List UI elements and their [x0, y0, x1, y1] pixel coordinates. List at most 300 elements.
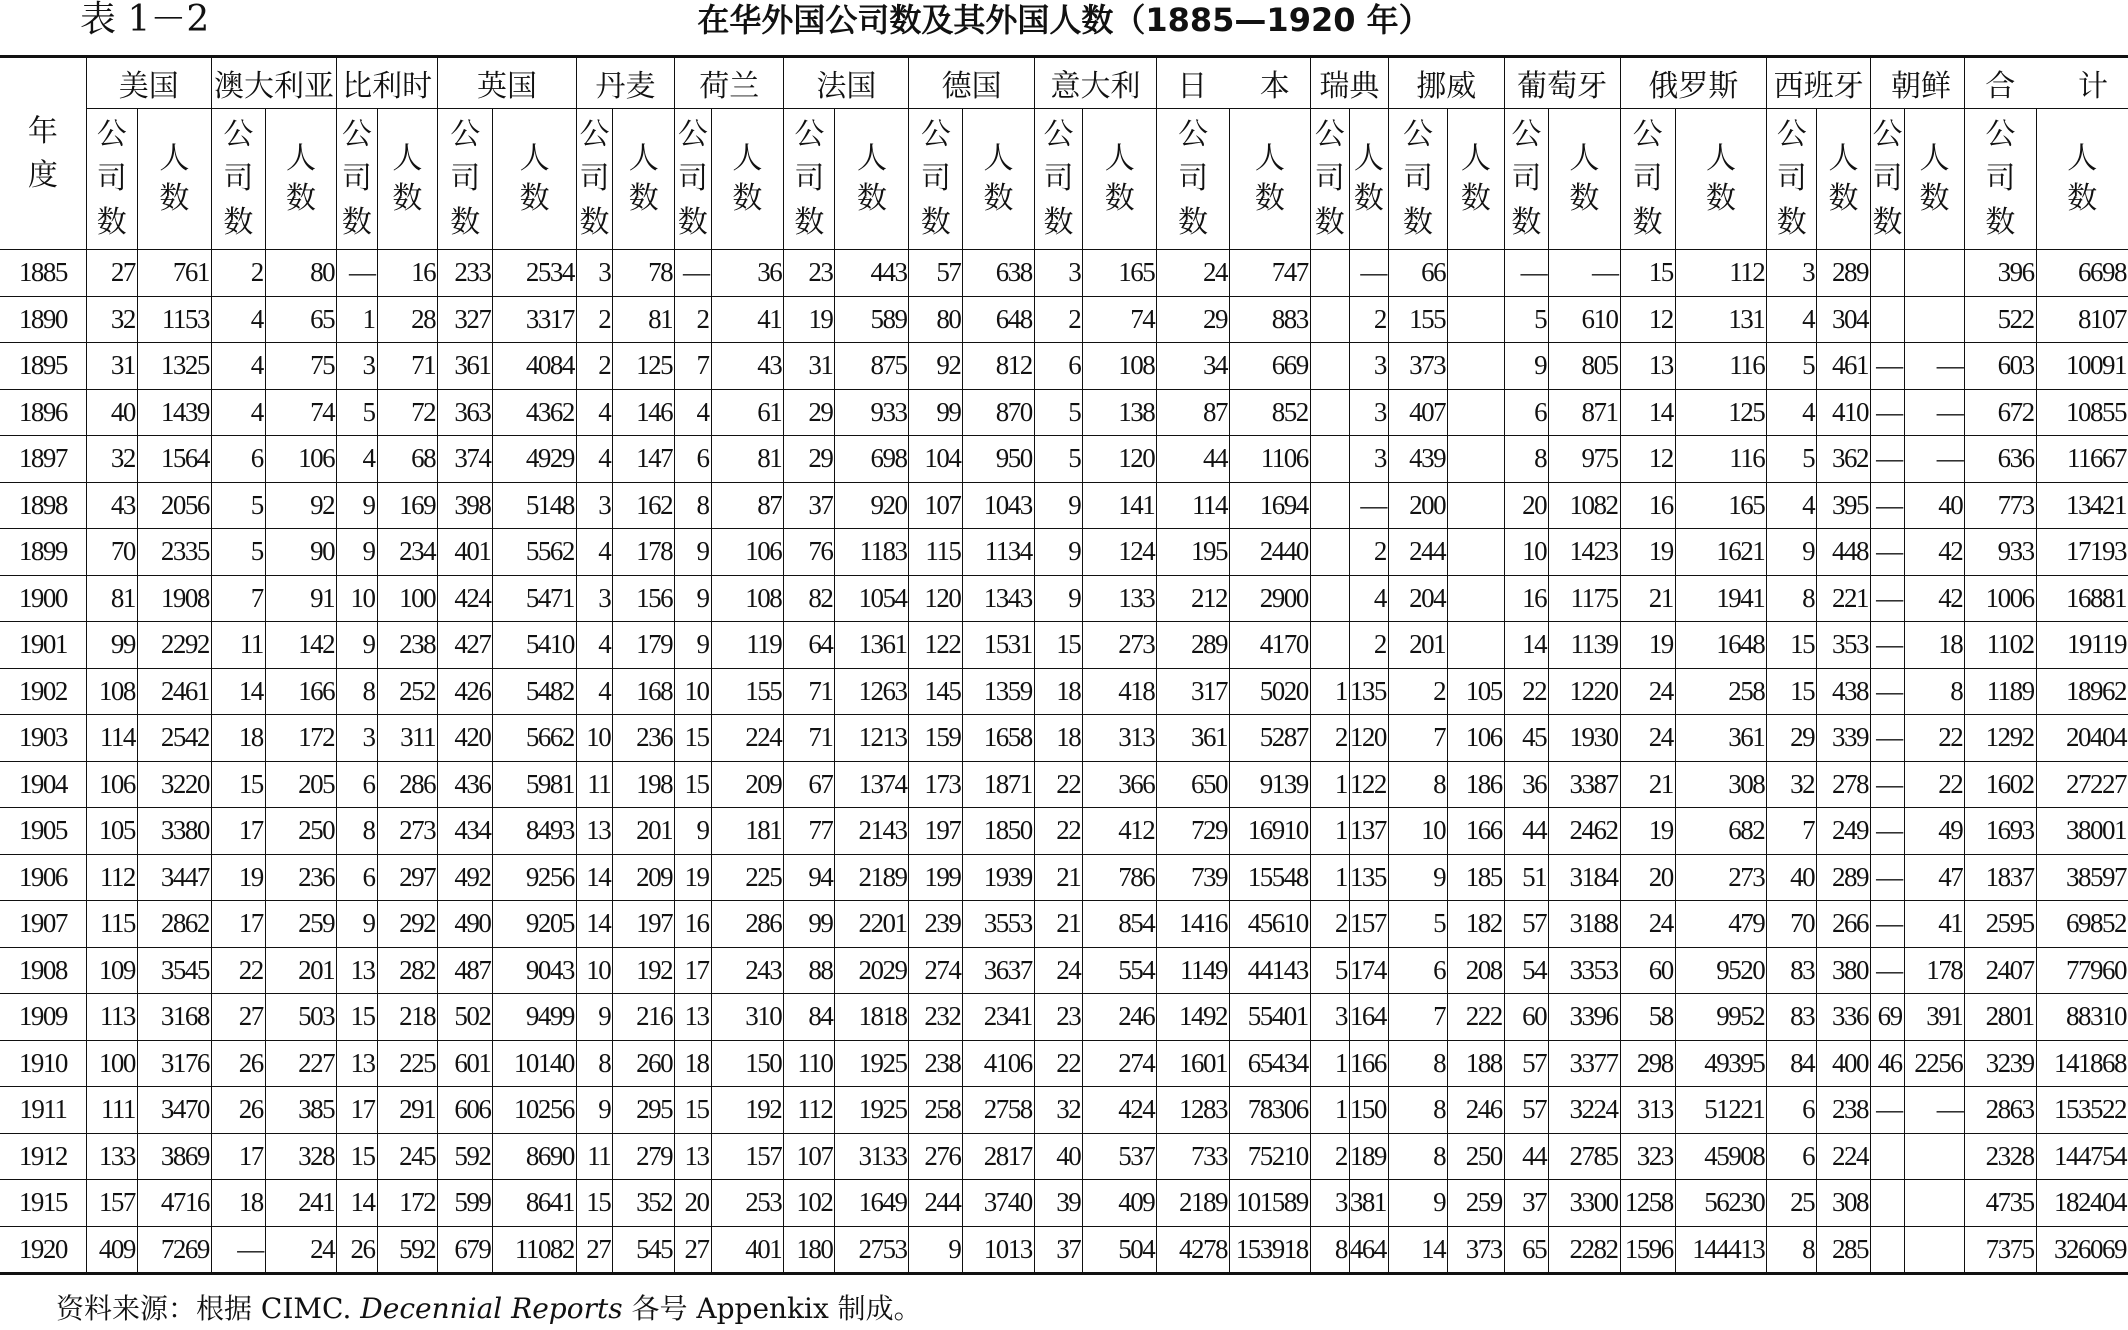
table-cell: 114	[1157, 482, 1230, 529]
table-cell: 218	[377, 994, 438, 1041]
source-note: 资料来源：根据 CIMC. Decennial Reports 各号 Appenkix 制成。	[56, 1292, 922, 1325]
table-cell: 106	[265, 436, 336, 483]
table-cell: 6	[675, 436, 711, 483]
table-cell: 8	[1310, 1226, 1349, 1274]
table-cell: 116	[1675, 436, 1767, 483]
table-cell: 1941	[1675, 575, 1767, 622]
table-cell: 409	[1083, 1180, 1157, 1227]
table-cell: 39	[1034, 1180, 1082, 1227]
table-cell: 19	[1620, 808, 1675, 855]
table-cell: 232	[909, 994, 963, 1041]
table-cell: 427	[438, 622, 493, 669]
table-cell: 146	[613, 389, 675, 436]
table-cell: 260	[613, 1040, 675, 1087]
table-cell: 155	[1388, 296, 1447, 343]
table-cell: 114	[86, 715, 137, 762]
table-cell: 361	[1157, 715, 1230, 762]
table-cell: 2189	[1157, 1180, 1230, 1227]
table-cell: 8	[1388, 1040, 1447, 1087]
table-cell: 8	[1904, 668, 1965, 715]
table-cell: 9139	[1229, 761, 1310, 808]
table-cell: 65434	[1229, 1040, 1310, 1087]
table-row	[0, 994, 2128, 1041]
table-cell: 3	[1349, 389, 1388, 436]
table-cell: 266	[1817, 901, 1871, 948]
table-cell: 5	[211, 529, 265, 576]
table-cell: 13	[1620, 343, 1675, 390]
table-cell: 179	[613, 622, 675, 669]
table-cell: 2292	[137, 622, 211, 669]
table-cell: 31	[86, 343, 137, 390]
table-cell: 786	[1083, 854, 1157, 901]
table-cell: 3380	[137, 808, 211, 855]
year-cell: 1907	[0, 901, 86, 948]
table-cell: 1	[1310, 854, 1349, 901]
table-cell: 3220	[137, 761, 211, 808]
table-cell: 32	[1767, 761, 1817, 808]
table-cell: 9	[337, 529, 377, 576]
table-cell: 24	[265, 1226, 336, 1274]
table-cell: 80	[909, 296, 963, 343]
table-cell: 108	[1083, 343, 1157, 390]
table-cell: 168	[613, 668, 675, 715]
table-cell: 5981	[493, 761, 577, 808]
table-cell: 289	[1817, 250, 1871, 297]
table-cell: —	[1349, 250, 1388, 297]
table-cell: 2	[1349, 296, 1388, 343]
people-count-header: 人数	[711, 109, 784, 250]
table-cell: 5	[1034, 436, 1082, 483]
table-cell: 221	[1817, 575, 1871, 622]
table-cell: 27227	[2036, 761, 2128, 808]
table-cell: 304	[1817, 296, 1871, 343]
table-cell: 599	[438, 1180, 493, 1227]
table-cell: 11667	[2036, 436, 2128, 483]
table-cell: 1153	[137, 296, 211, 343]
table-cell: 11	[211, 622, 265, 669]
table-cell: 10855	[2036, 389, 2128, 436]
table-cell: 875	[835, 343, 909, 390]
table-cell: 225	[711, 854, 784, 901]
table-cell: 1102	[1965, 622, 2036, 669]
table-cell: 116	[1675, 343, 1767, 390]
table-cell: 36	[711, 250, 784, 297]
table-cell: 362	[1817, 436, 1871, 483]
table-cell: 22	[1504, 668, 1548, 715]
table-cell: 34	[1157, 343, 1230, 390]
table-cell: —	[1870, 436, 1904, 483]
table-cell: 418	[1083, 668, 1157, 715]
table-cell: 15	[576, 1180, 612, 1227]
table-cell: 852	[1229, 389, 1310, 436]
table-cell: 2	[1310, 715, 1349, 762]
table-row	[0, 1133, 2128, 1180]
table-cell: 1	[1310, 761, 1349, 808]
country-header-row	[0, 57, 2128, 109]
table-cell: 32	[86, 296, 137, 343]
people-count-header: 人数	[1229, 109, 1310, 250]
table-cell: 5471	[493, 575, 577, 622]
people-count-header: 人数	[2036, 109, 2128, 250]
table-cell: 71	[784, 715, 835, 762]
table-cell: 201	[1388, 622, 1447, 669]
table-cell: 91	[265, 575, 336, 622]
table-cell: 1189	[1965, 668, 2036, 715]
table-cell: 246	[1083, 994, 1157, 1041]
table-cell: 669	[1229, 343, 1310, 390]
table-cell: 253	[711, 1180, 784, 1227]
table-cell: 225	[377, 1040, 438, 1087]
table-cell: 401	[438, 529, 493, 576]
table-cell: 21	[1034, 901, 1082, 948]
table-cell: 6	[1504, 389, 1548, 436]
table-cell: 100	[86, 1040, 137, 1087]
table-cell: 285	[1817, 1226, 1871, 1274]
table-cell: 18	[675, 1040, 711, 1087]
table-cell: 1013	[963, 1226, 1034, 1274]
company-count-header: 公司数	[1767, 109, 1817, 250]
table-cell: 3	[1034, 250, 1082, 297]
table-cell: 18	[1034, 715, 1082, 762]
table-cell: 106	[86, 761, 137, 808]
table-cell: 17193	[2036, 529, 2128, 576]
table-cell: 2440	[1229, 529, 1310, 576]
table-cell: 7269	[137, 1226, 211, 1274]
table-cell: 1531	[963, 622, 1034, 669]
table-cell: —	[1904, 436, 1965, 483]
table-cell: 5	[1767, 436, 1817, 483]
table-cell	[1904, 1133, 1965, 1180]
table-cell: 159	[909, 715, 963, 762]
table-cell: 49	[1904, 808, 1965, 855]
table-cell: 317	[1157, 668, 1230, 715]
table-cell: 17	[675, 947, 711, 994]
table-cell: 75	[265, 343, 336, 390]
table-row	[0, 901, 2128, 948]
table-cell: 479	[1675, 901, 1767, 948]
table-cell: 3396	[1549, 994, 1620, 1041]
table-cell: 7	[211, 575, 265, 622]
table-cell: 173	[909, 761, 963, 808]
table-cell: 18	[1904, 622, 1965, 669]
table-cell: 133	[1083, 575, 1157, 622]
table-cell: 57	[1504, 901, 1548, 948]
table-cell: 75210	[1229, 1133, 1310, 1180]
table-cell: 259	[265, 901, 336, 948]
table-cell: 239	[909, 901, 963, 948]
table-cell: 20	[1620, 854, 1675, 901]
table-cell: 124	[1083, 529, 1157, 576]
people-count-header: 人数	[1675, 109, 1767, 250]
table-cell: 107	[909, 482, 963, 529]
year-cell: 1909	[0, 994, 86, 1041]
table-cell: 234	[377, 529, 438, 576]
table-cell	[1310, 389, 1349, 436]
table-cell: 19	[675, 854, 711, 901]
table-cell: 212	[1157, 575, 1230, 622]
table-cell: 84	[1767, 1040, 1817, 1087]
table-cell: 16	[675, 901, 711, 948]
table-cell: 747	[1229, 250, 1310, 297]
table-cell: 250	[265, 808, 336, 855]
table-cell: —	[1870, 668, 1904, 715]
table-cell: 492	[438, 854, 493, 901]
table-cell: 8107	[2036, 296, 2128, 343]
table-cell: 1416	[1157, 901, 1230, 948]
table-cell: 4	[576, 436, 612, 483]
table-cell: 933	[1965, 529, 2036, 576]
table-cell: 1082	[1549, 482, 1620, 529]
table-cell: 6	[211, 436, 265, 483]
table-row	[0, 668, 2128, 715]
table-cell: 29	[1157, 296, 1230, 343]
table-cell: 4	[1767, 296, 1817, 343]
table-cell: 274	[909, 947, 963, 994]
table-cell: 396	[1965, 250, 2036, 297]
table-cell: 805	[1549, 343, 1620, 390]
table-cell: 55401	[1229, 994, 1310, 1041]
table-cell: 4	[1767, 482, 1817, 529]
table-cell: 3	[576, 575, 612, 622]
table-cell: 4	[211, 389, 265, 436]
table-cell: 1139	[1549, 622, 1620, 669]
table-row	[0, 947, 2128, 994]
table-cell: 920	[835, 482, 909, 529]
table-cell: 1925	[835, 1040, 909, 1087]
year-cell: 1897	[0, 436, 86, 483]
table-cell: 2900	[1229, 575, 1310, 622]
table-cell: 27	[675, 1226, 711, 1274]
table-cell: 8	[337, 808, 377, 855]
table-cell: 975	[1549, 436, 1620, 483]
table-cell: 10	[1388, 808, 1447, 855]
table-cell: 5	[1767, 343, 1817, 390]
table-cell: —	[1870, 854, 1904, 901]
table-cell	[1448, 482, 1505, 529]
table-cell: 101589	[1229, 1180, 1310, 1227]
table-cell: 504	[1083, 1226, 1157, 1274]
table-cell: 178	[1904, 947, 1965, 994]
table-cell: 10	[1504, 529, 1548, 576]
company-count-header: 公司数	[909, 109, 963, 250]
table-cell: 1	[1310, 808, 1349, 855]
table-cell: 172	[265, 715, 336, 762]
table-cell: 40	[1767, 854, 1817, 901]
table-cell: 2801	[1965, 994, 2036, 1041]
table-cell: 9	[1034, 482, 1082, 529]
table-cell: 1648	[1675, 622, 1767, 669]
table-cell: —	[1870, 808, 1904, 855]
year-cell: 1912	[0, 1133, 86, 1180]
table-cell: 601	[438, 1040, 493, 1087]
table-cell: 436	[438, 761, 493, 808]
table-cell: —	[1870, 947, 1904, 994]
table-cell: 259	[1448, 1180, 1505, 1227]
table-cell: 144754	[2036, 1133, 2128, 1180]
table-cell: 17	[211, 1133, 265, 1180]
table-cell: 145	[909, 668, 963, 715]
table-cell: —	[1870, 389, 1904, 436]
table-cell: 21	[1620, 575, 1675, 622]
table-row	[0, 1226, 2128, 1274]
table-cell: 17	[337, 1087, 377, 1134]
table-cell: 1908	[137, 575, 211, 622]
table-cell: 297	[377, 854, 438, 901]
table-cell: 182404	[2036, 1180, 2128, 1227]
table-cell: 2462	[1549, 808, 1620, 855]
table-cell: 610	[1549, 296, 1620, 343]
table-cell: 150	[711, 1040, 784, 1087]
table-cell: 326069	[2036, 1226, 2128, 1274]
table-cell: 308	[1675, 761, 1767, 808]
year-cell: 1911	[0, 1087, 86, 1134]
table-cell	[1448, 250, 1505, 297]
table-cell: 227	[265, 1040, 336, 1087]
table-cell: 115	[86, 901, 137, 948]
table-cell: 125	[613, 343, 675, 390]
table-cell: 4929	[493, 436, 577, 483]
table-cell: 238	[1817, 1087, 1871, 1134]
table-cell: 77960	[2036, 947, 2128, 994]
table-cell: 9	[675, 622, 711, 669]
company-count-header: 公司数	[211, 109, 265, 250]
table-cell: 24	[1620, 715, 1675, 762]
table-cell: 9	[909, 1226, 963, 1274]
sub-header-row	[0, 109, 2128, 250]
table-cell: 185	[1448, 854, 1505, 901]
table-cell: 15	[675, 761, 711, 808]
table-cell: 3188	[1549, 901, 1620, 948]
table-cell: 1939	[963, 854, 1034, 901]
table-cell: 592	[377, 1226, 438, 1274]
table-cell: 15	[1620, 250, 1675, 297]
table-cell: 648	[963, 296, 1034, 343]
table-cell: 4	[337, 436, 377, 483]
table-cell: 3	[1767, 250, 1817, 297]
table-cell: 1621	[1675, 529, 1767, 576]
table-cell: 2	[1034, 296, 1082, 343]
table-cell	[1870, 1133, 1904, 1180]
table-cell: 461	[1817, 343, 1871, 390]
year-cell: 1898	[0, 482, 86, 529]
table-cell: 313	[1620, 1087, 1675, 1134]
table-cell: 1263	[835, 668, 909, 715]
table-cell: 3	[337, 343, 377, 390]
table-cell: 25	[1767, 1180, 1817, 1227]
table-cell	[1904, 1226, 1965, 1274]
table-cell: 3184	[1549, 854, 1620, 901]
table-cell: 2341	[963, 994, 1034, 1041]
table-cell: 2407	[1965, 947, 2036, 994]
table-cell: 78306	[1229, 1087, 1310, 1134]
table-cell: 2335	[137, 529, 211, 576]
table-cell: 10	[576, 715, 612, 762]
table-cell: 8	[1767, 1226, 1817, 1274]
table-cell: 3470	[137, 1087, 211, 1134]
year-cell: 1895	[0, 343, 86, 390]
table-cell: 4084	[493, 343, 577, 390]
table-row	[0, 808, 2128, 855]
people-count-header: 人数	[377, 109, 438, 250]
table-cell: 2256	[1904, 1040, 1965, 1087]
table-cell: 15	[675, 1087, 711, 1134]
table-cell: —	[1870, 901, 1904, 948]
year-cell: 1900	[0, 575, 86, 622]
country-header: 日 本	[1157, 57, 1311, 109]
table-cell: 7375	[1965, 1226, 2036, 1274]
table-cell: 41	[1904, 901, 1965, 948]
table-cell: 3447	[137, 854, 211, 901]
table-cell: 26	[337, 1226, 377, 1274]
table-cell: 109	[86, 947, 137, 994]
table-row	[0, 622, 2128, 669]
table-cell: 166	[1349, 1040, 1388, 1087]
table-cell: 18962	[2036, 668, 2128, 715]
table-cell: 199	[909, 854, 963, 901]
table-cell: 2143	[835, 808, 909, 855]
table-cell: 410	[1817, 389, 1871, 436]
table-cell: 9	[1034, 575, 1082, 622]
table-cell: 9499	[493, 994, 577, 1041]
table-cell: 133	[86, 1133, 137, 1180]
table-cell: 51	[1504, 854, 1548, 901]
table-cell: 3	[1349, 343, 1388, 390]
table-cell: 5	[337, 389, 377, 436]
table-cell: 44	[1504, 808, 1548, 855]
table-cell: 11	[576, 1133, 612, 1180]
table-cell: 363	[438, 389, 493, 436]
table-cell: 68	[377, 436, 438, 483]
table-cell: 8	[1504, 436, 1548, 483]
table-cell: 3869	[137, 1133, 211, 1180]
table-cell: 27	[86, 250, 137, 297]
table-cell: 189	[1349, 1133, 1388, 1180]
table-cell: 4	[576, 389, 612, 436]
table-cell: 286	[377, 761, 438, 808]
table-cell: 295	[613, 1087, 675, 1134]
table-cell: 15	[1767, 622, 1817, 669]
table-cell: —	[1549, 250, 1620, 297]
table-cell: 8	[576, 1040, 612, 1087]
table-cell: 44143	[1229, 947, 1310, 994]
table-cell: 5562	[493, 529, 577, 576]
table-cell: 1374	[835, 761, 909, 808]
people-count-header: 人数	[963, 109, 1034, 250]
table-cell: 5	[211, 482, 265, 529]
table-cell: 400	[1817, 1040, 1871, 1087]
table-cell: 3	[1310, 1180, 1349, 1227]
table-cell: 198	[613, 761, 675, 808]
table-cell: 131	[1675, 296, 1767, 343]
table-cell: 2201	[835, 901, 909, 948]
table-cell: 8690	[493, 1133, 577, 1180]
table-cell: 14	[211, 668, 265, 715]
table-cell: 222	[1448, 994, 1505, 1041]
table-cell: 1596	[1620, 1226, 1675, 1274]
table-cell: 6	[1767, 1087, 1817, 1134]
table-cell: 209	[613, 854, 675, 901]
year-cell: 1885	[0, 250, 86, 297]
table-cell: 464	[1349, 1226, 1388, 1274]
table-cell: 22	[1904, 761, 1965, 808]
table-cell: 1258	[1620, 1180, 1675, 1227]
table-cell: 273	[377, 808, 438, 855]
table-cell: 13	[675, 1133, 711, 1180]
country-header: 挪威	[1388, 57, 1504, 109]
table-cell: 113	[86, 994, 137, 1041]
table-cell: 165	[1083, 250, 1157, 297]
table-cell: 4	[211, 296, 265, 343]
